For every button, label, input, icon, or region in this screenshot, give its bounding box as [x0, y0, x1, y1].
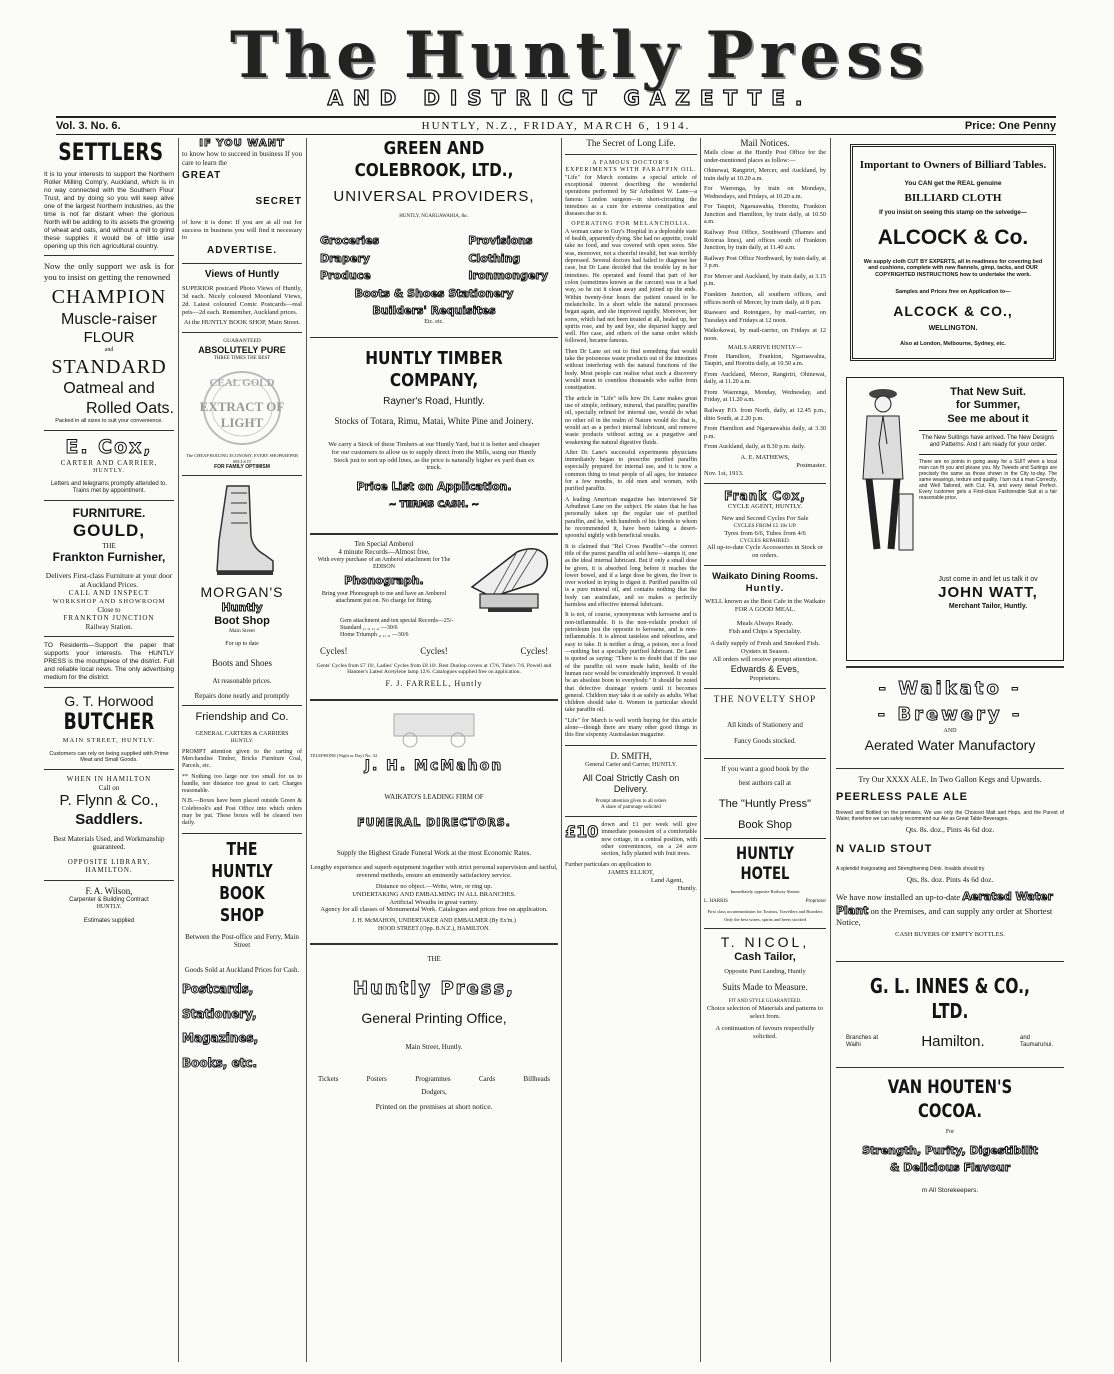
gem-row: Gem attachment and ten special Records—25/- [340, 617, 454, 624]
huntly-label-4: Huntly. [677, 884, 697, 892]
new-suit-heading: That New Suit. [950, 385, 1026, 398]
hearse-icon [374, 706, 494, 750]
the-huntly-press: The "Huntly Press" [718, 797, 812, 810]
mail-item: For Taupiri, Ngaruawahia, Horotiu, Frankton Junction and Hamilton, by train daily, at 10.50 a.m. [704, 203, 826, 226]
mail-item: Mails close at the Huntly Post Office for the under-mentioned places as follow:— [704, 148, 826, 164]
article-paragraph: It is not, of course, synonymous with kerosene and is non-inflammable. It is the non-volatile product of petroleum just the opposite to kerosene, and is non-inflammable. It is almost tasteless and odourless, and easy to take. It is neither a drug, a poison, nor a food—nothing but a specially purified lubricant. Dr Lane is quoted as saying: "There is no doubt that if the use of the paraffin oil were made habit, health of the human race would be considerably improved. It would be an absolute boon to everybody." It should be noted that defective drainage system until it becomes general. Children may take it as safely as adults. What children should take it. Women in particular should take paraffin oil. [565, 612, 697, 714]
novelty-shop-heading: THE NOVELTY SHOP [713, 693, 817, 704]
mathews-name: A. E. MATHEWS, [740, 453, 790, 461]
trains-note: Trains met by appointment. [72, 488, 146, 495]
taumarunui-branch: and Taumarunui. [1019, 1034, 1054, 1049]
cox-heading: E. Cox, [65, 435, 153, 458]
opposite-station: Immediately opposite Railway Station [730, 889, 800, 895]
railway-station: Railway Station. [85, 622, 133, 631]
gem-row: Home Triumph ,, ,, ,, —30/6 [340, 632, 409, 639]
masthead [0, 0, 1114, 118]
wellington-label: WELLINGTON. [928, 324, 978, 332]
call-inspect: CALL AND INSPECT [68, 589, 150, 598]
hood-street: HOOD STREET (Opp. B.N.Z.), HAMILTON. [378, 925, 490, 932]
undertaking-text: UNDERTAKING AND EMBALMING IN ALL BRANCHES. [352, 890, 516, 898]
hamilton-branch: Hamilton. [921, 1033, 985, 1051]
qts-price: Qts. 8s. doz., Pints 4s 6d doz. [905, 825, 995, 835]
farrell-label: F. J. FARRELL, Huntly [385, 679, 483, 689]
extract-tagline: FOR FAMILY OPTIMISM [214, 464, 270, 471]
dodgers-label: Dodgers, [421, 1087, 447, 1096]
brewed-text: Brewed and Bottled on the premises. We use only the Choicest Malt and Hops, and the Purest of Water, therefore we can safely recommend our Ale as Great Table Beverages. [836, 810, 1064, 823]
billiard-ad [850, 144, 1056, 361]
frankton-junction: FRANKTON JUNCTION [63, 614, 155, 623]
superior-text: SUPERIOR postcard Photo Views of Huntly, 3d each. Nicely coloured Moonland Views, 2d. Latest coloured Comic Postcards—real pets—2d each. Remember, Auckland prices. [182, 284, 302, 316]
tailor-ad [846, 377, 1064, 661]
newspaper-title [230, 18, 930, 93]
boot-shop: Boot Shop [214, 614, 270, 627]
nothing-text: ** Nothing too large nor too small for us to handle, nor distance too great to cart. Charges reasonable. [182, 773, 302, 795]
huntly-press-heading: Huntly Press, [352, 977, 515, 999]
three-times: THREE TIMES THE BEST [213, 356, 271, 362]
book-shop-label: Book Shop [738, 819, 792, 832]
you-can-get: You CAN get the REAL genuine [904, 180, 1002, 188]
if-want-book: If you want a good book by the [721, 764, 809, 773]
printing-item: Programmes [415, 1075, 451, 1084]
we-carry-text: We carry a Stock of these Timbers at our Huntly Yard, but it is better and cheaper for our customers to allow us to supply direct from the Mills, using our Huntly Stock just to sort up odd lines, as the price is naturally higher ex yard than ex truck. [328, 440, 540, 472]
samples-label: Samples and Prices free on Application to— [895, 288, 1011, 295]
dateline [56, 116, 1056, 135]
views-heading: Views of Huntly [204, 268, 280, 280]
supply-cloth: We supply cloth CUT BY EXPERTS, all in readiness for covering bed and cushions, complete with new flannels, gimp, tacks, and OUR COPYRIGHTED INSTRUCTIONS how to undertake the work. [863, 258, 1043, 279]
delivers-text: Delivers First-class Furniture at your door at Auckland Prices. [45, 571, 173, 590]
cycle-agent: CYCLE AGENT, HUNTLY. [727, 503, 803, 511]
volume-number: Vol. 3. No. 6. [56, 120, 121, 132]
between-text: Between the Post-office and Ferry, Main Street [185, 932, 299, 950]
huntly-bold: Huntly [221, 601, 263, 615]
column-3 [310, 138, 558, 1364]
further-text: Further particulars on application to [565, 861, 652, 868]
universal-providers: UNIVERSAL PROVIDERS, [333, 187, 535, 205]
cycles-repaired: CYCLES REPAIRED. [739, 537, 791, 544]
elliot-name: JAMES ELLIOT, [607, 869, 655, 876]
agency-text: Agency for all classes of Monumental Work. Catalogues and prices free on application. [320, 906, 548, 914]
alcock-wellington: ALCOCK & CO., [893, 303, 1013, 320]
frank-cox-heading: Frank Cox, [724, 488, 806, 503]
john-watt: JOHN WATT, [938, 584, 1038, 602]
xxxx-ale: Try Our XXXX ALE. In Two Gallon Kegs and Upwards. [858, 775, 1042, 785]
tyres-text: Tyres from 6/6, Tubes from 4/6 [724, 529, 806, 537]
proprietor-label: Proprietor [805, 898, 826, 904]
carpenter-label: Carpenter & Building Contract [69, 896, 149, 903]
settlers-body: It is to your interests to support the Northern Roller Milling Comp'y, Auckland, which is in no way connected with the Southern Flour Trust, and by doing so you will keep alive one of the largest Northern industries, as the time is not far distant when the glorious North will be adding to its assets the growing of wheat and oats, and without a mill to grind these supplies it would be of little use opening up this rich agricultural country. [44, 171, 174, 250]
boots-and-shoes: Boots and Shoes [211, 658, 272, 669]
column-1 [44, 138, 174, 1364]
issue-price: Price: One Penny [964, 120, 1056, 132]
share-patronage: A share of patronage solicited [601, 805, 661, 811]
issue-date: HUNTLY, N.Z., FRIDAY, MARCH 6, 1914. [421, 120, 691, 132]
guaranteed-label: GUARANTEED [223, 338, 261, 345]
insist-stamp: If you insist on seeing this stamp on the selvedge— [879, 209, 1027, 216]
prompt-text: PROMPT attention given to the carting of Merchandise Timber, Bricks Furniture Coal, Parcels, etc. [182, 748, 302, 770]
gem-row: Standard ,, ,, ,, ,, —30/6 [340, 625, 398, 632]
saddlers-heading: Saddlers. [75, 810, 143, 828]
printed-note: Printed on the premises at short notice. [375, 1102, 493, 1112]
succeed-text: to know how to succeed in business If you care to learn the [182, 150, 302, 167]
article-paragraph: After Dr. Lane's successful experiments physicians immediately began to prescribe purified paraffin especially prepared for internal use, and it is now a common thing to treat people of all ages, for instance for a few months, to old men and women, with purified paraffin. [565, 449, 697, 493]
hamilton-label: HAMILTON. [85, 866, 133, 875]
rolled-oats-label: Rolled Oats. [85, 399, 174, 417]
peerless-pale-ale: PEERLESS PALE ALE [836, 790, 968, 803]
opposite-punt: Opposite Punt Landing, Huntly [724, 968, 806, 976]
carter-label: CARTER AND CARRIER, [60, 459, 158, 468]
delicious-flavour: & Delicious Flavour [889, 1161, 1011, 1175]
horwood-heading: G. T. Horwood [64, 692, 154, 709]
supply-text: Supply the Highest Grade Funeral Work at the most Economic Rates. [336, 849, 532, 858]
article-paragraph: It is claimed that "Rel Cross Paraffin"—the correct title of the purest paraffin oil sold here—stamps it, one as the ideal internal lubricant. But if only a small dose be given, it is absorbed long before it reaches the lower bowel, and if a large dose be given, the liver is over worked in trying to digest it. Purified paraffin oil is a pure mineral oil, and contains nothing that the body can assimilate, and so makes a perfectly harmless and effective internal lubricant. [565, 543, 697, 609]
green-colebrook-heading: GREEN AND COLEBROOK, LTD., [354, 138, 514, 181]
artificial-text: Artificial Wreaths in great variety. [389, 898, 479, 906]
fish-chips: Fish and Chips a Speciality. [728, 628, 802, 636]
for-label: For [945, 1128, 955, 1135]
standard-heading: STANDARD [51, 355, 167, 378]
funeral-directors: FUNERAL DIRECTORS. [357, 815, 511, 829]
boots-stationery: Boots & Shoes Stationery [354, 286, 514, 300]
article-paragraph: A leading American magazine has interviewed Sir Arbuthnot Lane on the subject. He states that he has personally taken up the regular use of purified paraffin, and he, with hundreds of his friends to whom he recommended it, have been taking a desert-spoonful nightly with beneficial results. [565, 496, 697, 540]
arrive-item: From Waerenga, Monday, Wednesday, and Friday, at 11.20 a.m. [704, 388, 826, 404]
on-premises: on the Premises, and can supply any order at Shortest Notice, [836, 905, 1053, 928]
estimates-label: Estimates supplied [83, 917, 135, 924]
up-to-date: For up to date [225, 640, 259, 647]
general-carters: GENERAL CARTERS & CARRIERS [195, 730, 289, 737]
well-known-text: WELL known as the Best Cafe in the Waikato FOR A GOOD MEAL. [704, 598, 826, 614]
van-houten-heading: VAN HOUTEN'S COCOA. [887, 1076, 1013, 1122]
bring-text: Bring your Phonograph to me and have an Amberol attachment put on. No charge for fitting. [321, 590, 447, 605]
prompt-attention: Prompt attention given to all orders [595, 798, 667, 804]
phonograph-heading: Phonograph. [344, 574, 424, 588]
of-how-text: of how it is done: If you are at all out for success in business you will find it necessary to [182, 218, 302, 242]
cash-buyers: CASH BUYERS OF EMPTY BOTTLES. [895, 931, 1005, 939]
accessories-text: All up-to-date Cycle Accessories in Stock or on orders. [707, 544, 823, 560]
innes-heading: G. L. INNES & CO., LTD. [870, 974, 1030, 1023]
edwards-eves: Edwards & Eves, [730, 663, 800, 674]
settlers-heading: SETTLERS [58, 138, 164, 166]
book-shop-heading: BOOK SHOP [219, 882, 265, 926]
qts-price-2: Qts, 8s. doz. Pints 4s 6d doz. [906, 875, 994, 885]
continuation-text: A continuation of favours respectfully solicited. [715, 1024, 815, 1040]
extract-label: EXTRACT OF LIGHT [199, 399, 285, 430]
terms-cash: ~ TERMS CASH. ~ [388, 499, 480, 510]
article-paragraph: "Life" for March is well worth buying for this article alone—though there are many other good things in this fine sixpenny Australasian magazine. [565, 717, 697, 739]
smith-sub: General Carter and Carrier, HUNTLY. [585, 761, 677, 768]
fit-style: FIT AND STYLE GUARANTEED. [728, 999, 802, 1005]
for-summer: for Summer, [955, 399, 1021, 412]
proprietors-label: Proprietors. [749, 674, 781, 682]
printing-item: Posters [366, 1075, 387, 1084]
dining-rooms-heading: Waikato Dining Rooms. [712, 571, 818, 583]
price-list: Price List on Application. [356, 480, 512, 494]
points-text: There are no points in going away for a SUIT when a local man can fit you and please you. My Tweeds and Suitings are precisely the same as those shown in the City to-day. The same weavings, texture and quality. I turn out a man Correctly, and Well Tailored, with Cut, Fit, and every detail Perfect. Every customer gets a First-class Fashionable Suit at a fair reasonable price. [919, 458, 1057, 502]
strength-purity: Strength, Purity, Digestibilit [862, 1144, 1038, 1158]
great-label: GREAT [182, 170, 222, 182]
goods-sold: Goods Sold at Auckland Prices for Cash. [184, 965, 300, 974]
lengthy-text: Lengthy experience and superb equipment together with strict personal supervision and tactful, reverend methods, ensure an eminently satisfactory service. [310, 863, 558, 879]
printing-item: Tickets [318, 1075, 339, 1084]
billiard-cloth: BILLIARD CLOTH [904, 192, 1002, 205]
nb-text: N.B.—Boxes have been placed outside Green & Colebrook's and Post Office into which orders may be put. These boxes will be cleared two daily. [182, 798, 302, 827]
goods-item: Ironmongery [468, 269, 548, 283]
column-rule [700, 138, 701, 1362]
magazines-label: Magazines, [182, 1031, 259, 1046]
and-label-2: AND [943, 727, 957, 734]
goods-item: Clothing [468, 251, 521, 265]
column-4 [565, 138, 697, 1364]
goods-item: Provisions [468, 234, 533, 248]
cottage-text: down and £1 per week will give immediate possession of a comfortable new cottage, in a central position, with other conveniences, on a 24 acre section, fully planted with fruit trees. [601, 822, 697, 858]
billiard-heading: Important to Owners of Billiard Tables. [859, 159, 1047, 171]
see-me: See me about it [947, 412, 1029, 425]
cycles-from: CYCLES FROM £5 10s UP. [733, 523, 797, 530]
cycles-label: Cycles! [420, 645, 448, 656]
books-label: Books, etc. [182, 1055, 258, 1070]
the-label: THE [102, 541, 116, 550]
article-subheading: OPERATING FOR MELANCHOLIA. [571, 221, 691, 228]
mail-heading: Mail Notices. [740, 138, 790, 148]
arrive-item: From Hamilton and Ngaruawahia daily, at 3.30 p.m. [704, 425, 826, 440]
extract-small: The CHEAP BOILING ECONOMY, EVERY SHOPKEEPER SELLS IT [185, 453, 299, 464]
title-word-press: Press [705, 18, 930, 93]
merchant-tailor: Merchant Tailor, Huntly. [948, 602, 1028, 610]
smith-heading: D. SMITH, [610, 750, 652, 761]
column-rule [306, 138, 307, 1362]
just-come: Just come in and let us talk it ov [938, 575, 1038, 583]
packed-note: Packed in all sizes to suit your convenience. [55, 418, 163, 425]
cycles-label: Cycles! [520, 645, 548, 656]
flynn-heading: P. Flynn & Co., [59, 792, 159, 810]
title-word-the: The [230, 18, 383, 93]
wilson-heading: F. A. Wilson, [85, 885, 133, 896]
best-materials: Best Materials Used, and Workmanship guaranteed. [53, 834, 165, 852]
cash-tailor: Cash Tailor, [734, 950, 796, 963]
mail-item: Ohinewai, Rangiriri, Mercer, and Auckland, by train daily at 10.20 a.m. [704, 167, 826, 182]
cottage-ad [565, 822, 697, 862]
main-street-2: Main Street [229, 628, 255, 635]
rayner-road: Rayner's Road, Huntly. [383, 395, 485, 407]
at-book-shop: At the HUNTLY BOOK SHOP, Main Street. [183, 319, 301, 327]
article-paragraph: A woman came to Guy's Hospital in a deplorable state of health, apparently dying. She had no appetite, could take no food, and was covered with open sores. She was, moreover, not a cheerful invalid, but was terribly depressed. Several doctors had failed to diagnose her case, but Dr Lane decided that the trouble lay in her intestines. He operated and found that part of her colon (sometimes known as the cæcum) was in a bad way, so he cut it clean away and joined up the ends. Within twenty-four hours the patient ceased to be melancholic. In a short while the natural processes began again, and she improved rapidly. Moreover, her sores, which had not been treated at all, healed up, her spirits rose, and by and bye, she departed happy and well. Her case, and others of the same order which followed, became famous. [565, 228, 697, 345]
meals-ready: Meals Always Ready. [736, 620, 794, 628]
mail-item: Railway Post Office Northward, by train daily, at 3 p.m. [704, 254, 826, 270]
article-paragraph: "Life" for March contains a special article of exceptional interest describing the wonderful operations performed by Sir Arbuthnot W. Lane—a famous London surgeon—in short-circuiting the intestines as a cure for extreme constipation and diseases due to it. [565, 174, 697, 218]
printing-items [318, 1075, 550, 1084]
all-kinds: All kinds of Stationery and [727, 720, 803, 729]
printing-item: Billheads [523, 1075, 550, 1084]
residents-notice: TO Residents—Support the paper that supports your interests. The HUNTLY PRESS is the mouthpiece of the district. Full and reliable local news. The only advertising medium for the district. [44, 642, 174, 682]
harris-name: L. HARRIS [704, 898, 728, 904]
newspaper-subtitle: AND DISTRICT GAZETTE. [327, 86, 813, 110]
frankton-furnisher: Frankton Furnisher, [52, 550, 166, 565]
and-label: and [104, 347, 114, 354]
first-class: First class accommodation for Tourists, Travellers and Boarders [707, 908, 823, 914]
arrive-item: Railway P.O. from North, daily, at 12.45 p.m., ditto South, at 2.20 p.m. [704, 407, 826, 422]
goods-list [320, 234, 548, 282]
branches-waihi: Branches at Waihi [846, 1034, 879, 1049]
mcmahon-heading: J. H. McMahon [364, 758, 504, 775]
daily-supply: A daily supply of Fresh and Smoked Fish. [710, 640, 820, 648]
the-huntly-heading: THE HUNTLY [211, 838, 273, 882]
best-authors: best authors call at [738, 779, 792, 788]
ten-special: Ten Special Amberol [354, 539, 414, 548]
land-agent: Land Agent, [650, 876, 683, 884]
aerated-plant-text [836, 890, 1064, 927]
main-street-huntly: Main Street, Huntly. [405, 1042, 463, 1051]
article-subheading: A FAMOUS DOCTOR'S EXPERIMENTS WITH PARAFFIN OIL. [565, 159, 697, 174]
call-on: Call on [98, 783, 120, 792]
we-have: We have now installed an up-to-date [836, 892, 961, 903]
arrive-item: From Auckland, daily, at 8.30 p.m. daily. [704, 443, 806, 451]
huntly-hotel-heading: HUNTLY HOTEL [735, 843, 794, 885]
cycles-row [320, 646, 548, 657]
huntly-label-2: HUNTLY. [96, 904, 122, 911]
new-cycles: New and Second Cycles For Sale [721, 515, 809, 523]
absolutely-pure: ABSOLUTELY PURE [198, 345, 286, 356]
oysters-label: Oysters in Season. [740, 648, 790, 656]
also-at: Also at London, Melbourne, Sydney, etc. [900, 341, 1006, 348]
oatmeal-label: Oatmeal and [63, 380, 155, 398]
gentleman-illustration-icon [851, 384, 915, 554]
when-in-hamilton: WHEN IN HAMILTON [66, 775, 152, 784]
alcock-heading: ALCOCK & Co. [877, 226, 1029, 250]
secret-label: SECRET [255, 196, 302, 208]
advertise-label: ADVERTISE. [206, 245, 277, 257]
huntly-label: HUNTLY. [93, 467, 125, 474]
telephone-label: TELEPHONE (Night or Day) No. 32 [310, 752, 378, 758]
postcards-label: Postcards, [182, 982, 254, 997]
leading-firm: WAIKATO'S LEADING FIRM OF [384, 793, 484, 802]
gem-prices [340, 618, 528, 640]
mail-item: For Waerenga, by train on Mondays, Wednesdays, and Fridays, at 10.20 a.m. [704, 185, 826, 200]
flour-label: FLOUR [83, 329, 135, 347]
letters-note: Letters and telegrams promptly attended to. [50, 480, 168, 487]
with-purchase: With every purchase of an Amberol attachment for The EDISON [317, 556, 451, 571]
ten-pounds: £10 [565, 822, 599, 842]
extract-stamp [182, 365, 302, 453]
new-suitings: The New Suitings have arrived. The New Designs and Patterns. And I am ready for your order. [921, 435, 1055, 449]
goods-item: Groceries [320, 234, 380, 248]
huntly-label-5: Huntly. [745, 582, 785, 594]
main-street: MAIN STREET, HUNTLY. [62, 736, 156, 744]
arrive-item: From Hamilton, Frankton, Ngaruawahia, Taupiri, and Horotiu daily, at 10.50 a.m. [704, 352, 826, 368]
innes-branches [846, 1033, 1060, 1051]
huntly-label-3: HUNTLY. [230, 737, 254, 744]
stationery-label: Stationery, [182, 1006, 257, 1021]
butcher-heading: BUTCHER [63, 710, 155, 736]
phonograph-ad [310, 540, 558, 618]
etc-label: Etc. etc. [424, 319, 444, 326]
if-you-want: IF YOU WANT [199, 138, 285, 149]
fancy-goods: Fancy Goods stocked. [733, 737, 797, 746]
arrive-item: From Auckland, Mercer, Rangiriri, Ohinewai, daily, at 11.20 a.m. [704, 370, 826, 386]
column-5 [704, 138, 826, 1364]
boot-icon [207, 481, 277, 581]
mail-item: For Mercer and Auckland, by train daily, at 3.15 p.m. [704, 272, 826, 288]
four-minute: 4 minute Records—Almost free, [338, 548, 430, 557]
the-label-3: THE [427, 955, 441, 964]
column-rule [561, 138, 562, 1362]
reasonable-prices: At reasonable prices. [212, 677, 272, 686]
postmaster-label: Postmaster. [796, 461, 826, 469]
hotel-proprietor-row [704, 899, 826, 905]
splendid-text: A splendid Invigorating and Strengthening Drink. Invalids should try [836, 865, 985, 872]
close-to: Close to [97, 605, 121, 614]
customers-note: Customers can rely on being supplied with Prime Meat and Small Goods. [49, 750, 169, 764]
opposite-library: OPPOSITE LIBRARY, [67, 857, 151, 866]
muscle-raiser: Muscle-raiser [60, 310, 157, 328]
aerated-plant: Aerated Water Plant [836, 890, 1053, 917]
secret-heading: The Secret of Long Life. [586, 138, 676, 148]
morgans-heading: MORGAN'S [200, 584, 284, 601]
timber-heading: HUNTLY TIMBER COMPANY, [365, 347, 503, 391]
column-rule [178, 138, 179, 1362]
waikato-heading: - Waikato - [878, 677, 1022, 699]
gents-cycles-text: Gents' Cycles from £7 10/, Ladies' Cycles from £8 10/. Best Dunlop covers at 17/6, Tube's 7/6. Powell and Hanmer's Latest Acetylene lamp 12/6. Catalogues supplied free on application. [316, 662, 552, 676]
gramophone-icon [462, 542, 552, 614]
gould-heading: GOULD, [72, 521, 146, 541]
support-text: Now the only support we ask is for you to insist on getting the renowned [44, 261, 174, 282]
mail-item: Ruawaro and Rotongaro, by mail-carrier, on Tuesdays and Fridays at 12 noon. [704, 309, 826, 324]
choice-selection: Choice selection of Materials and patterns to select from. [706, 1005, 824, 1021]
storekeepers: m All Storekeepers. [921, 1186, 979, 1194]
workshop-label: WORKSHOP AND SHOWROOM [52, 597, 166, 605]
goods-item: Produce [320, 269, 371, 283]
only-best: Only the best wines, spirits and beers stocked [724, 917, 806, 923]
article-paragraph: Then Dr Lane set out to find something that would take the poisonous waste products out of the intestines without interfering with the natural functions of the body. Most people can realise what such a discovery would mean to countless thousands who suffer from constipation. [565, 348, 697, 392]
general-printing: General Printing Office, [361, 1009, 507, 1026]
stocks-text: Stocks of Totara, Rimu, Matai, White Pine and Joinery. [334, 415, 534, 426]
column-rule [830, 138, 831, 1362]
green-address: HUNTLY, NGARUAWAHIA, &c. [399, 214, 469, 220]
orders-attention: All orders will receive prompt attention. [712, 655, 818, 663]
nicol-heading: T. NICOL, [720, 933, 810, 950]
nov-date: Nov. 1st, 1913. [704, 469, 744, 477]
column-6 [836, 138, 1064, 1364]
mails-arrive: MAILS ARRIVE HUNTLY— [728, 345, 802, 352]
brewery-heading: - Brewery - [877, 703, 1023, 725]
furniture-heading: FURNITURE. [72, 506, 146, 521]
invalid-stout: N VALID STOUT [836, 842, 933, 855]
mail-item: Railway Post Office, Southward (Thames and Rotorua lines), and offices south of Frankton Junction, by train daily, at 11.40 a.m. [704, 229, 826, 252]
mail-item: Waikokowai, by mail-carrier, on Fridays at 12 noon. [704, 327, 826, 342]
suits-made: Suits Made to Measure. [722, 982, 808, 993]
column-2 [182, 138, 302, 1364]
champion-heading: CHAMPION [51, 286, 167, 309]
coal-cash: All Coal Strictly Cash on Delivery. [582, 773, 680, 794]
cycles-label: Cycles! [320, 645, 348, 656]
undertaker-text: J. H. McMAHON, UNDERTAKER AND EMBALMER (By Ex'm.) [352, 918, 516, 925]
aerated-heading: Aerated Water Manufactory [864, 737, 1036, 753]
goods-item: Drapery [320, 251, 370, 265]
distance-text: Distance no object.—Write, wire, or ring up. [375, 882, 493, 890]
printing-item: Cards [478, 1075, 496, 1084]
mail-item: Frankton Junction, all southern offices, and offices north of Mercer, by train daily, at 8 p.m. [704, 290, 826, 306]
repairs-note: Repairs done neatly and promptly [194, 691, 290, 700]
builders-requisites: Builders' Requisites [372, 303, 496, 317]
article-paragraph: The article in "Life" tells how Dr. Lane makes great use of simple, ordinary, mineral, that paraffin; paraffin oil, specially refined for internal use, would do what no other oil in the realm of Nature would do: that is, would act as a perfect internal lubricant, and remove waste products without acting as a purgative and weakening the natural digestive fluids. [565, 395, 697, 446]
friendship-heading: Friendship and Co. [195, 711, 289, 724]
extract-top: CEAL GOLD [209, 377, 275, 390]
title-word-huntly: Huntly [403, 18, 685, 93]
